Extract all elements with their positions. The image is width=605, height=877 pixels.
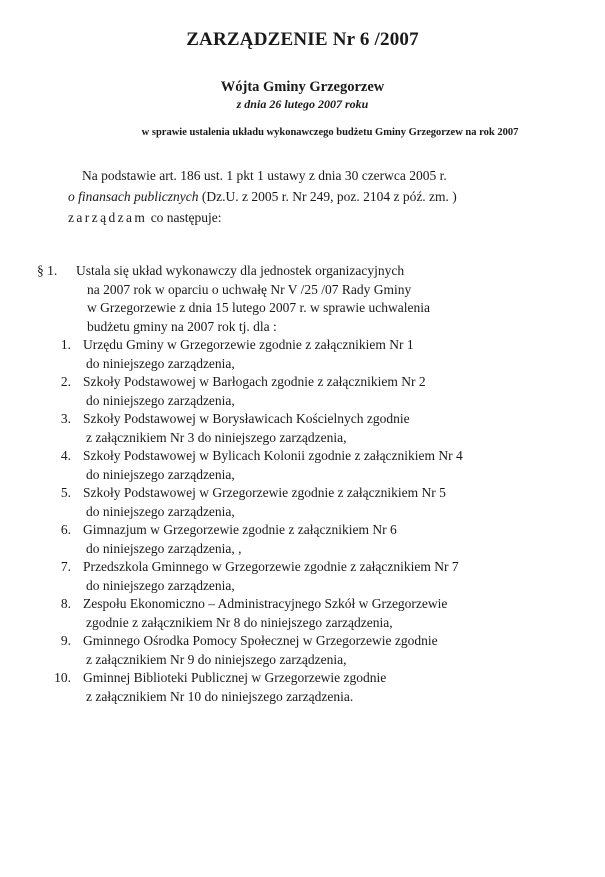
item-number: 3. xyxy=(60,411,71,426)
item-text-line: z załącznikiem Nr 10 do niniejszego zarządzenia. xyxy=(86,688,354,704)
list-item xyxy=(37,521,577,558)
section-1-text xyxy=(76,262,577,336)
item-text-line: Gminnej Biblioteki Publicznej w Grzegorzewie zgodnie xyxy=(83,670,387,685)
item-text-line: Urzędu Gminy w Grzegorzewie zgodnie z załącznikiem Nr 1 xyxy=(83,337,414,352)
ordering-word: zarządzam xyxy=(68,210,148,225)
item-text-line: do niniejszego zarządzenia, xyxy=(86,466,235,482)
list-item xyxy=(37,632,577,669)
section-text-line: budżetu gminy na 2007 rok tj. dla : xyxy=(87,318,277,334)
item-text-line: Szkoły Podstawowej w Bylicach Kolonii zgodnie z załącznikiem Nr 4 xyxy=(83,448,463,463)
item-text-line: Przedszkola Gminnego w Grzegorzewie zgodnie z załącznikiem Nr 7 xyxy=(83,559,459,574)
list-item xyxy=(37,595,577,632)
item-text-line: do niniejszego zarządzenia, xyxy=(86,503,235,519)
section-text-line: w Grzegorzewie z dnia 15 lutego 2007 r. w sprawie uchwalenia xyxy=(87,300,431,315)
list-item xyxy=(37,484,577,521)
item-text-line: zgodnie z załącznikiem Nr 8 do niniejszego zarządzenia, xyxy=(86,614,393,630)
item-number: 6. xyxy=(60,522,71,537)
item-text-line: Gimnazjum w Grzegorzewie zgodnie z załącznikiem Nr 6 xyxy=(83,522,397,537)
item-text-line: Gminnego Ośrodka Pomocy Społecznej w Grzegorzewie zgodnie xyxy=(83,633,438,648)
list-item xyxy=(37,669,577,706)
item-text-line: Szkoły Podstawowej w Barłogach zgodnie z załącznikiem Nr 2 xyxy=(83,374,426,389)
item-number: 8. xyxy=(60,596,71,611)
item-number: 5. xyxy=(60,485,71,500)
ordering-rest: co następuje: xyxy=(147,210,222,225)
preamble xyxy=(68,165,588,228)
item-number: 1. xyxy=(60,337,71,352)
list-item xyxy=(37,336,577,373)
item-number: 4. xyxy=(60,448,71,463)
item-number: 7. xyxy=(60,559,71,574)
section-text-line: Ustala się układ wykonawczy dla jednostek organizacyjnych xyxy=(76,263,405,278)
item-text-line: Zespołu Ekonomiczno – Administracyjnego Szkół w Grzegorzewie xyxy=(83,596,448,611)
item-text-line: Szkoły Podstawowej w Borysławicach Kościelnych zgodnie xyxy=(83,411,410,426)
item-text-line: do niniejszego zarządzenia, xyxy=(86,355,235,371)
preamble-line-1: Na podstawie art. 186 ust. 1 pkt 1 ustawy z dnia 30 czerwca 2005 r. xyxy=(82,168,447,183)
section-mark: § 1. xyxy=(37,263,58,278)
section-1 xyxy=(37,262,577,720)
document-date: z dnia 26 lutego 2007 roku xyxy=(236,97,369,111)
item-number: 10. xyxy=(54,670,71,685)
item-text-line: Szkoły Podstawowej w Grzegorzewie zgodnie z załącznikiem Nr 5 xyxy=(83,485,446,500)
list-item xyxy=(37,447,577,484)
section-1-header xyxy=(37,262,577,336)
item-number: 9. xyxy=(60,633,71,648)
item-text-line: z załącznikiem Nr 9 do niniejszego zarządzenia, xyxy=(86,651,347,667)
section-text-line: na 2007 rok w oparciu o uchwałę Nr V /25 /07 Rady Gminy xyxy=(87,281,412,297)
document-title: ZARZĄDZENIE Nr 6 /2007 xyxy=(186,29,419,50)
preamble-line-2 xyxy=(68,186,588,207)
preamble-line-3 xyxy=(68,207,588,228)
item-text-line: do niniejszego zarządzenia, xyxy=(86,577,235,593)
item-number: 2. xyxy=(60,374,71,389)
item-text-line: do niniejszego zarządzenia, , xyxy=(86,540,242,556)
unit-list xyxy=(37,336,577,706)
list-item xyxy=(37,373,577,410)
document-subject: w sprawie ustalenia układu wykonawczego budżetu Gminy Grzegorzew na rok 2007 xyxy=(141,127,519,138)
act-citation: (Dz.U. z 2005 r. Nr 249, poz. 2104 z póź. zm. ) xyxy=(198,189,457,204)
item-text-line: z załącznikiem Nr 3 do niniejszego zarządzenia, xyxy=(86,429,347,445)
act-name: o finansach publicznych xyxy=(68,189,199,204)
item-text-line: do niniejszego zarządzenia, xyxy=(86,392,235,408)
list-item xyxy=(37,558,577,595)
list-item xyxy=(37,410,577,447)
document-issuer: Wójta Gminy Grzegorzew xyxy=(220,79,385,95)
